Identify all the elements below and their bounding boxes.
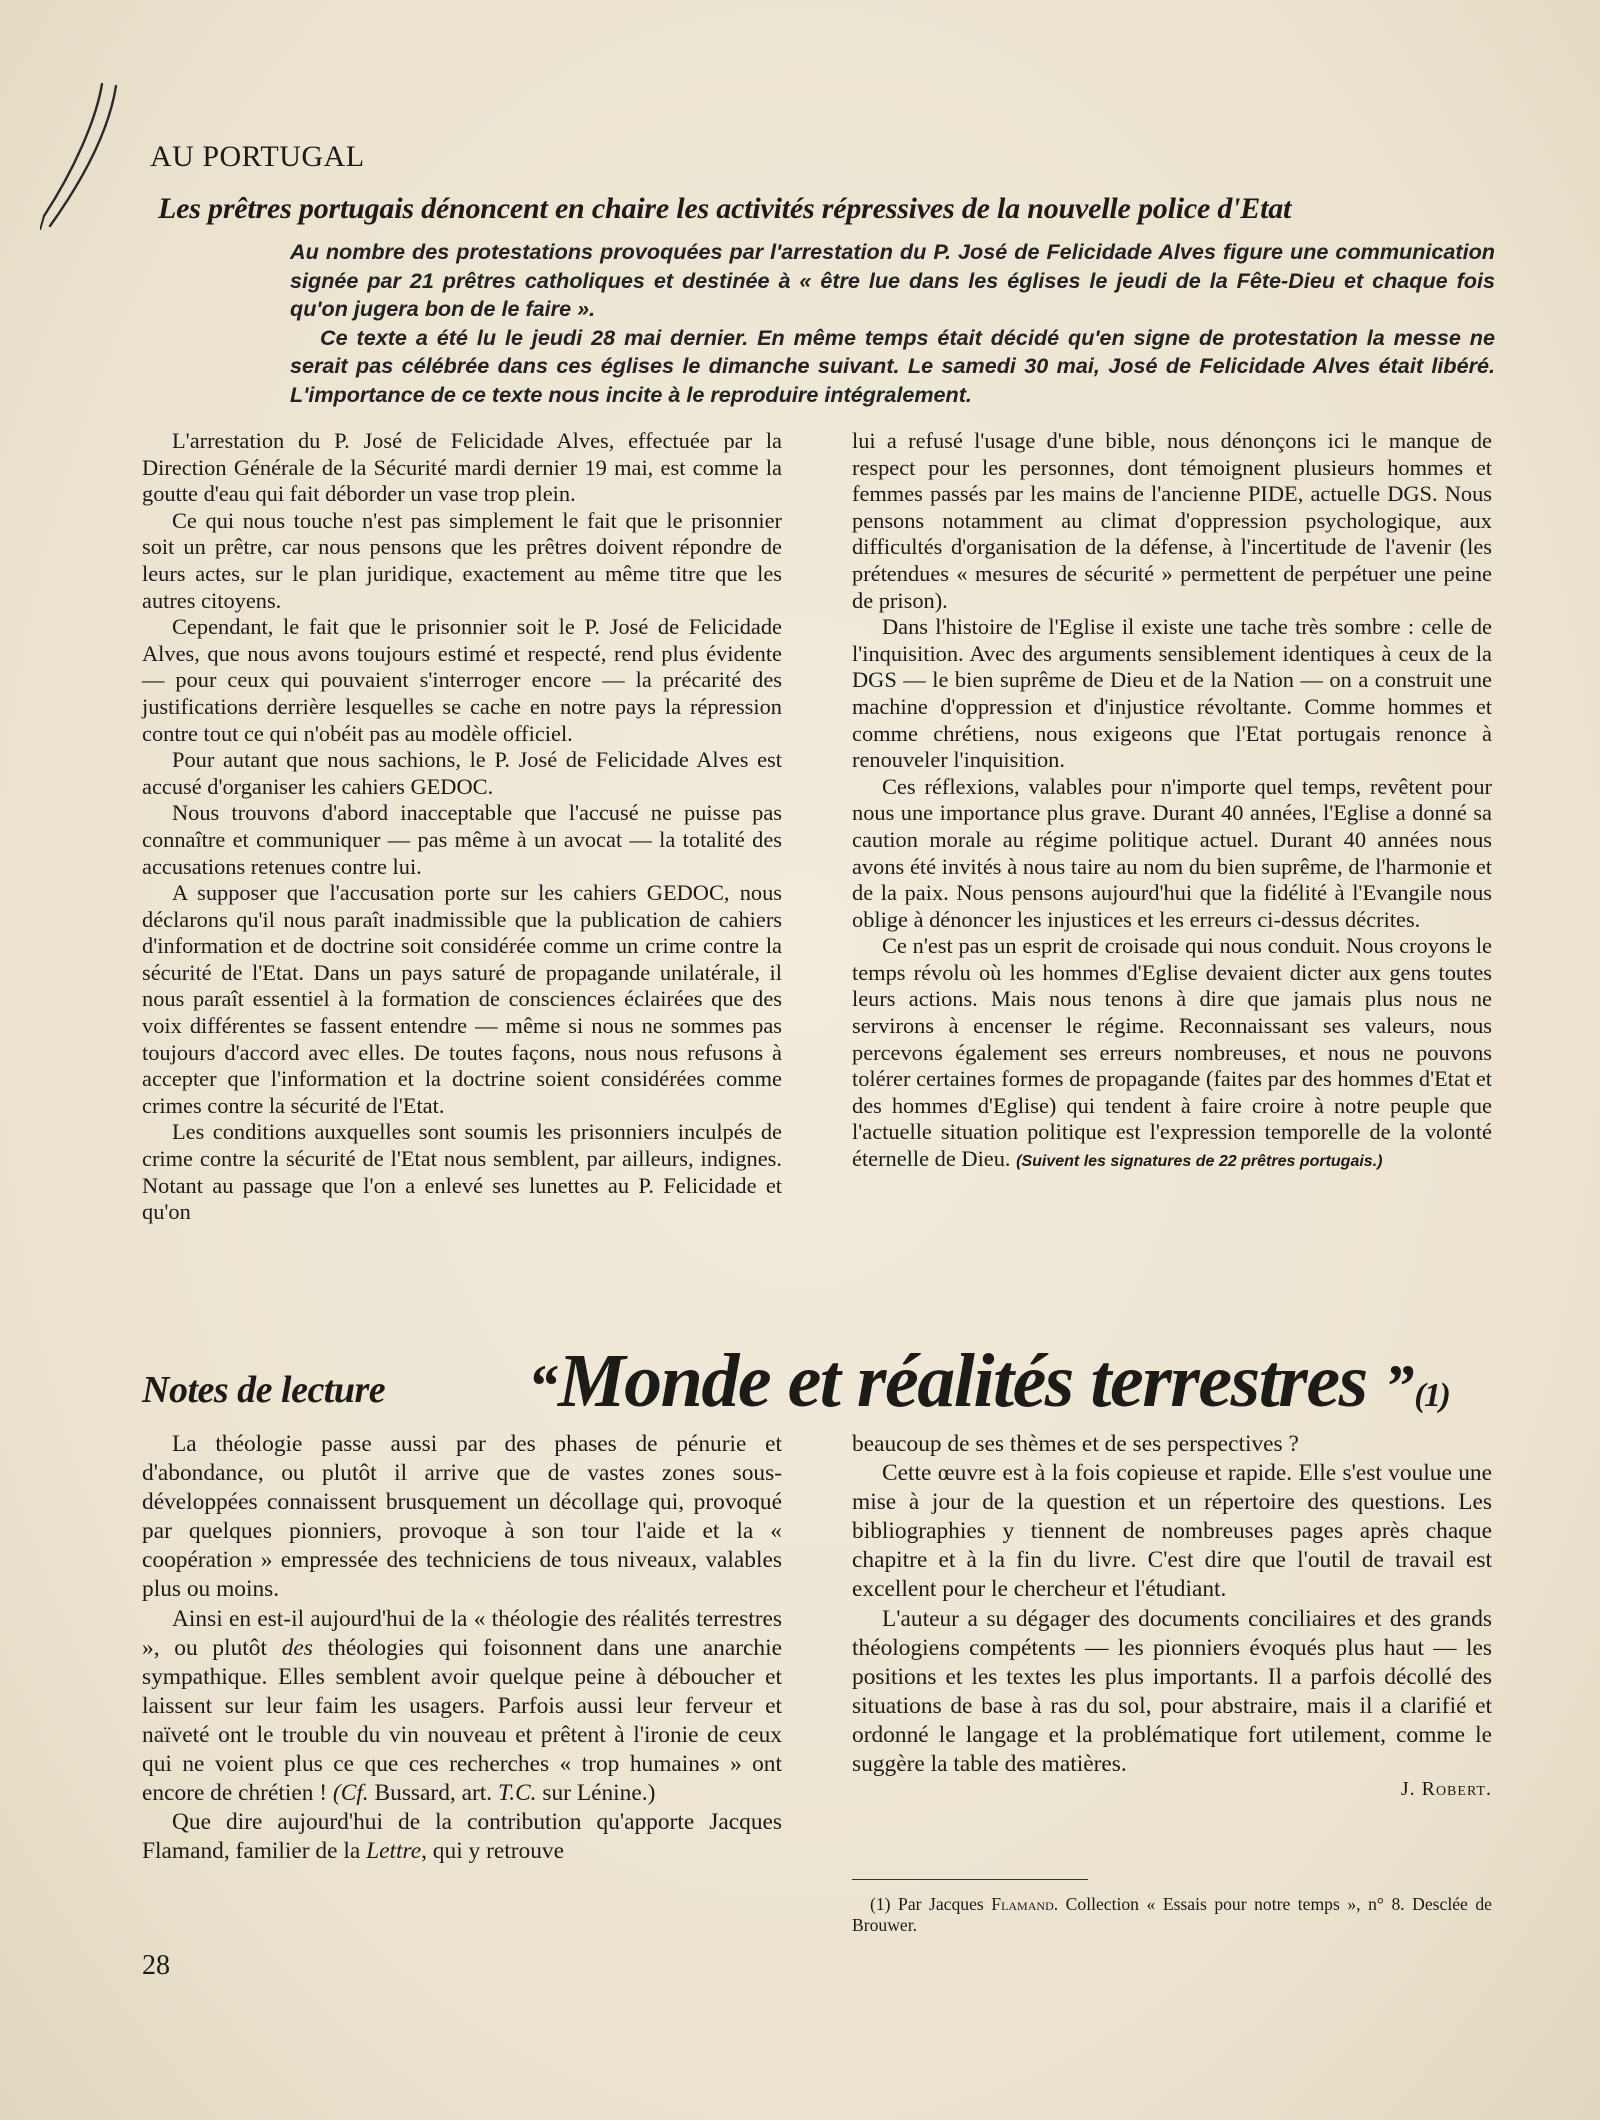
review-citation: (Cf. xyxy=(332,1780,369,1807)
close-quote: ” xyxy=(1384,1353,1415,1419)
article-intro xyxy=(290,238,1495,410)
review-text: Ainsi en est-il aujourd'hui de la « théologie des réalités terrestres », ou plutôt xyxy=(142,1605,782,1661)
review-column-right xyxy=(852,1430,1492,1804)
article-column-left xyxy=(142,428,782,1226)
article-headline: Les prêtres portugais dénoncent en chaire les activités répressives de la nouvelle police d'Etat xyxy=(158,192,1292,225)
review-paragraph: beaucoup de ses thèmes et de ses perspectives ? xyxy=(852,1431,1299,1457)
footnote-author: Flamand xyxy=(991,1894,1054,1914)
review-paragraph: Cette œuvre est à la fois copieuse et rapide. Elle s'est voulue une mise à jour de la question et un répertoire des questions. Les bibliographies y tiennent de nombreuses pages après chaque chapitre et à la fin du livre. C'est dire que l'outil de travail est excellent pour le chercheur et l'étudiant. xyxy=(852,1460,1492,1603)
page-number: 28 xyxy=(142,1950,170,1981)
intro-paragraph: Au nombre des protestations provoquées par l'arrestation du P. José de Felicidade Alves figure une communication signée par 21 prêtres catholiques et destinée à « être lue dans les églises le jeudi de la Fête-Dieu et chaque fois qu'on jugera bon de le faire ». xyxy=(290,239,1495,322)
article-paragraph: Ce qui nous touche n'est pas simplement le fait que le prisonnier soit un prêtre, car nous pensons que les prêtres doivent répondre de leurs actes, sur le plan juridique, exactement au même titre que les autres citoyens. xyxy=(142,507,782,613)
review-text: , qui y retrouve xyxy=(421,1838,565,1865)
review-paragraph: L'auteur a su dégager des documents conciliaires et des grands théologiens compétents — les pionniers évoqués plus haut — les positions et les textes les plus importants. Il a parfois décollé des situations de base à ras du sol, pour abstraire, mais il a clarifié et ordonné le langage et la problématique fort utilement, comme le suggère la table des matières. xyxy=(852,1605,1492,1778)
article-paragraph xyxy=(852,933,1492,1175)
article-paragraph: Nous trouvons d'abord inacceptable que l'accusé ne puisse pas connaître et communiquer — pas même à un avocat — la totalité des accusations retenues contre lui. xyxy=(142,800,782,879)
article-paragraph: A supposer que l'accusation porte sur les cahiers GEDOC, nous déclarons qu'il nous paraît inadmissible que la publication de cahiers d'information et de doctrine soit considérée comme un crime contre la sécurité de l'Etat. Dans un pays saturé de propagande unilatérale, il nous paraît essentiel à la formation de consciences éclairées que des voix différentes se fassent entendre — même si nous ne sommes pas toujours d'accord avec elles. De toutes façons, nous nous refusons à accepter que l'information et la doctrine soient considérées comme crimes contre la sécurité de l'Etat. xyxy=(142,880,782,1118)
article-paragraph-text: Ce n'est pas un esprit de croisade qui nous conduit. Nous croyons le temps révolu où les hommes d'Eglise devaient dicter aux gens toutes leurs actions. Mais nous tenons à dire que jamais plus nous ne servirons à encenser le régime. Reconnaissant ses valeurs, nous percevons également ses erreurs nombreuses, et nous ne pouvons tolérer certaines formes de propagande (faites par des hommes d'Etat et des hommes d'Eglise) qui tendent à faire croire à notre peuple que l'actuelle situation politique est l'expression temporelle de la volonté éternelle de Dieu. xyxy=(852,933,1492,1172)
footnote-part: . Collection « Essais pour notre temps », n° 8. Desclée de Brouwer. xyxy=(852,1894,1492,1935)
review-emphasis: Lettre xyxy=(366,1838,422,1865)
open-quote: “ xyxy=(528,1353,558,1419)
review-citation: T.C. xyxy=(497,1780,537,1807)
footnote-part: (1) Par Jacques xyxy=(870,1894,992,1914)
footnote xyxy=(852,1894,1492,1936)
article-paragraph: lui a refusé l'usage d'une bible, nous dénonçons ici le manque de respect pour les personnes, dont témoignent plusieurs hommes et femmes passés par les mains de l'ancienne PIDE, actuelle DGS. Nous pensons notamment au climat d'oppression psychologique, aux difficultés d'organisation de la défense, à l'incertitude de l'avenir (les prétendues « mesures de sécurité » permettent de perpétuer une peine de prison). xyxy=(852,428,1492,613)
review-paragraph xyxy=(142,1808,782,1866)
article-paragraph: Dans l'histoire de l'Eglise il existe une tache très sombre : celle de l'inquisition. Avec des arguments sensiblement identiques à ceux de la DGS — le bien suprême de Dieu et de la Nation — on a construit une machine d'oppression et d'injustice révoltante. Comme hommes et comme chrétiens, nous exigeons que l'Etat portugais renonce à renouveler l'inquisition. xyxy=(852,614,1492,773)
review-text: théologies qui foisonnent dans une anarchie sympathique. Elles semblent avoir quelque peine à déboucher et laissent sur leur faim les usagers. Parfois aussi leur ferveur et naïveté ont le trouble du vin nouveau et prêtent à l'ironie de ceux qui ne voient plus ce que ces recherches « trop humaines » ont encore de chrétien ! xyxy=(142,1634,782,1807)
book-title-text: Monde et réalités terrestres xyxy=(558,1339,1367,1423)
signatures-note: (Suivent les signatures de 22 prêtres portugais.) xyxy=(1016,1153,1383,1171)
review-paragraph: La théologie passe aussi par des phases de pénurie et d'abondance, ou plutôt il arrive que de vastes zones sous-développées connaissent brusquement un décollage qui, provoqué par quelques pionniers, provoque à son tour l'aide et la « coopération » empressée des techniciens de tous niveaux, valables plus ou moins. xyxy=(142,1431,782,1603)
article-paragraph: Ces réflexions, valables pour n'importe quel temps, revêtent pour nous une importance plus grave. Durant 40 années, l'Eglise a donné sa caution morale au régime politique actuel. Durant 40 années nous avons été invités à nous taire au nom du bien suprême, de l'harmonie et de la paix. Nous pensons aujourd'hui que la fidélité à l'Evangile nous oblige à dénoncer les injustices et les erreurs ci-dessus décrites. xyxy=(852,773,1492,932)
footnote-divider xyxy=(852,1879,1088,1880)
review-emphasis: des xyxy=(281,1634,313,1661)
book-review-title xyxy=(528,1338,1449,1425)
review-author: J. Robert. xyxy=(1400,1778,1492,1801)
article-paragraph: L'arrestation du P. José de Felicidade Alves, effectuée par la Direction Générale de la Sécurité mardi dernier 19 mai, est comme la goutte d'eau qui fait déborder un vase trop plein. xyxy=(142,428,782,507)
review-citation: sur Lénine.) xyxy=(536,1780,656,1807)
article-column-right xyxy=(852,428,1492,1176)
footnote-text xyxy=(852,1894,1492,1936)
review-paragraph xyxy=(142,1605,782,1809)
intro-paragraph: Ce texte a été lu le jeudi 28 mai dernier. En même temps était décidé qu'en signe de protestation la messe ne serait pas célébrée dans ces églises le dimanche suivant. Le samedi 30 mai, José de Felicidade Alves était libéré. L'importance de ce texte nous incite à le reproduire intégralement. xyxy=(290,324,1495,407)
article-paragraph: Les conditions auxquelles sont soumis les prisonniers inculpés de crime contre la sécurité de l'Etat nous semblent, par ailleurs, indignes. Notant au passage que l'on a enlevé ses lunettes au P. Felicidade et qu'on xyxy=(142,1119,782,1225)
review-column-left xyxy=(142,1430,782,1866)
notes-section-label: Notes de lecture xyxy=(142,1369,386,1411)
article-paragraph: Cependant, le fait que le prisonnier soit le P. José de Felicidade Alves, que nous avons toujours estimé et respecté, rend plus évidente — pour ceux qui pouvaient s'interroger encore — la précarité des justifications derrière lesquelles se cache en notre pays la répression contre tout ce qui n'obéit pas au modèle officiel. xyxy=(142,614,782,746)
article-paragraph: Pour autant que nous sachions, le P. José de Felicidade Alves est accusé d'organiser les cahiers GEDOC. xyxy=(142,747,782,799)
section-title: AU PORTUGAL xyxy=(150,140,365,173)
review-text: Que dire aujourd'hui de la contribution qu'apporte Jacques Flamand, familier de la xyxy=(142,1809,782,1865)
footnote-reference: (1) xyxy=(1414,1377,1450,1414)
review-citation: Bussard, art. xyxy=(368,1780,498,1807)
